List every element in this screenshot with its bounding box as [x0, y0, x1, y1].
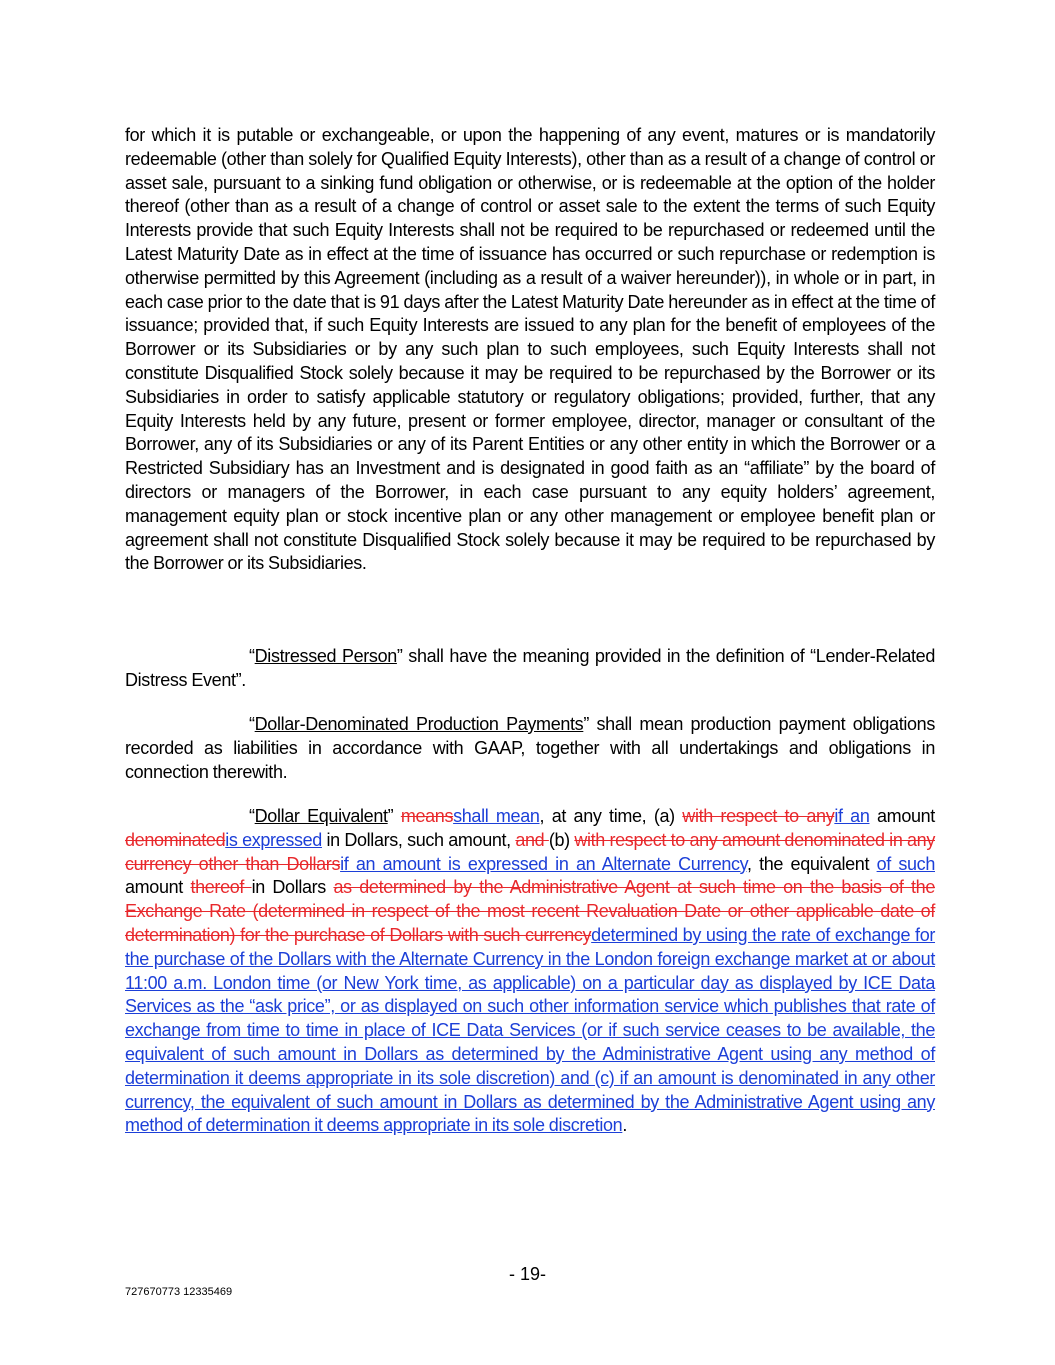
- paragraph-dollar-equivalent: [125, 805, 935, 1138]
- paragraph-disqualified-stock-continuation: for which it is putable or exchangeable, or upon the happening of any event, matures or is mandatorily redeemable (other than solely for Qualified Equity Interests), other than as a result of a change of control or asset sale, pursuant to a sinking fund obligation or otherwise, or is redeemable at the option of the holder thereof (other than as a result of a change of control or asset sale to the extent the terms of such Equity Interests provide that such Equity Interests shall not be required to be repurchased or redeemed until the Latest Maturity Date as in effect at the time of issuance has occurred or such repurchase or redemption is otherwise permitted by this Agreement (including as a result of a waiver hereunder)), in whole or in part, in each case prior to the date that is 91 days after the Latest Maturity Date hereunder as in effect at the time of issuance; provided that, if such Equity Interests are issued to any plan for the benefit of employees of the Borrower or its Subsidiaries or by any such plan to such employees, such Equity Interests shall not constitute Disqualified Stock solely because it may be required to be repurchased by the Borrower or its Subsidiaries in order to satisfy applicable statutory or regulatory obligations; provided, further, that any Equity Interests held by any future, present or former employee, director, manager or consultant of the Borrower, any of its Subsidiaries or any of its Parent Entities or any other entity in which the Borrower or a Restricted Subsidiary has an Investment and is designated in good faith as an “affiliate” by the board of directors or managers of the Borrower, in each case pursuant to any equity holders’ agreement, management equity plan or stock incentive plan or any other management or employee benefit plan or agreement shall not constitute Disqualified Stock solely because it may be required to be repurchased by the Borrower or its Subsidiaries.: [125, 125, 935, 574]
- text-run: , at any time, (a): [539, 806, 683, 826]
- open-quote: “: [249, 714, 255, 734]
- page-number: - 19-: [508, 1264, 546, 1284]
- text-run: in Dollars, such amount,: [321, 829, 516, 850]
- text-run: in Dollars: [251, 877, 334, 898]
- document-id: 727670773 12335469: [125, 1286, 233, 1298]
- text-run: ”: [387, 806, 401, 826]
- inserted-text: shall mean: [453, 806, 540, 826]
- inserted-text: of such: [876, 853, 935, 874]
- deleted-text: as determined by the Administrative Agent at such time on the basis of the Exchange Rate (determined in respect of the most recent Revaluation Date or other applicable date of determination) for the purchase of Dollars with such currency: [125, 877, 936, 945]
- deleted-text: denominated: [125, 829, 226, 850]
- defined-term: Distressed Person: [254, 646, 397, 666]
- deleted-text: with respect to any: [682, 806, 835, 826]
- open-quote: “: [249, 646, 255, 666]
- inserted-text: if an: [834, 806, 870, 826]
- text-run: (b): [548, 829, 575, 850]
- text-run: amount: [869, 806, 935, 826]
- inserted-text: is expressed: [225, 829, 322, 850]
- text-run: .: [622, 1115, 627, 1136]
- text-run: , the equivalent: [747, 853, 877, 874]
- deleted-text: thereof: [190, 877, 252, 898]
- paragraph-dollar-denominated-production-payments: [125, 713, 935, 784]
- text-run: amount: [125, 877, 191, 898]
- deleted-text: with respect to any amount denominated in any currency other than Dollars: [125, 829, 935, 874]
- inserted-text: if an amount is expressed in an Alternate Currency: [340, 853, 747, 874]
- definition-text: ” shall have the meaning provided in the definition of “Lender-Related Distress Event”.: [125, 646, 935, 690]
- text-run: “: [249, 806, 255, 826]
- deleted-text: means: [400, 806, 454, 826]
- deleted-text: and: [515, 829, 549, 850]
- inserted-text: determined by using the rate of exchange for the purchase of the Dollars with the Alternate Currency in the London foreign exchange market at or about 11:00 a.m. London time (or New York time, as applicable) on a particular day as displayed by ICE Data Services as the “ask price”, or as displayed on such other information service which publishes that rate of exchange from time to time in place of ICE Data Services (or if such service ceases to be available, the equivalent of such amount in Dollars as determined by the Administrative Agent using any method of determination it deems appropriate in its sole discretion) and (c) if an amount is denominated in any other currency, the equivalent of such amount in Dollars as determined by the Administrative Agent using any method of determination it deems appropriate in its sole discretion: [125, 924, 936, 1136]
- defined-term: Dollar-Denominated Production Payments: [254, 714, 584, 734]
- definition-text: ” shall mean production payment obligations recorded as liabilities in accordance with GAAP, together with all undertakings and obligations in connection therewith.: [125, 714, 935, 782]
- defined-term: Dollar Equivalent: [254, 806, 388, 826]
- paragraph-distressed-person: [125, 645, 935, 693]
